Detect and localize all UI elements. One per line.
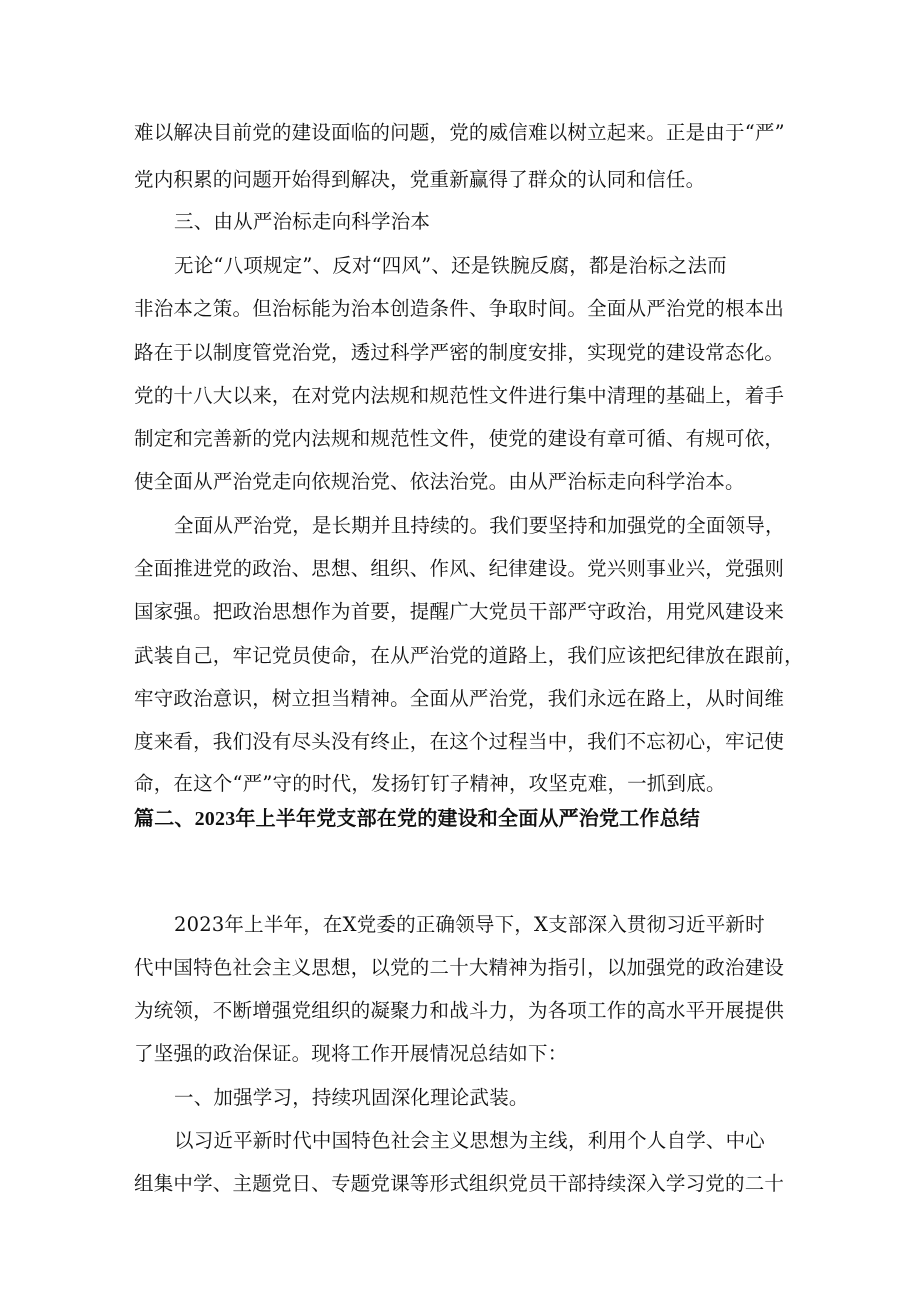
- paragraph-line: 国家强。把政治思想作为首要，提醒广大党员干部严守政治，用党风建设来: [134, 600, 785, 623]
- paragraph-line: 度来看，我们没有尽头没有终止，在这个过程当中，我们不忘初心，牢记使: [134, 730, 785, 753]
- paragraph-line: 党的十八大以来，在对党内法规和规范性文件进行集中清理的基础上，着手: [134, 384, 785, 407]
- paragraph-line: 全面推进党的政治、思想、组织、作风、纪律建设。党兴则事业兴，党强则: [134, 557, 785, 580]
- section-heading: 三、由从严治标走向科学治本: [174, 210, 431, 233]
- paragraph-line: 以习近平新时代中国特色社会主义思想为主线，利用个人自学、中心: [174, 1129, 766, 1152]
- paragraph-line: 代中国特色社会主义思想，以党的二十大精神为指引，以加强党的政治建设: [134, 956, 785, 979]
- paragraph-line: 武装自己，牢记党员使命，在从严治党的道路上，我们应该把纪律放在跟前，: [134, 644, 804, 667]
- paragraph-line: 牢守政治意识，树立担当精神。全面从严治党，我们永远在路上，从时间维: [134, 687, 785, 710]
- paragraph-line: 路在于以制度管党治党，透过科学严密的制度安排，实现党的建设常态化。: [134, 341, 785, 364]
- paragraph-line: 党内积累的问题开始得到解决，党重新赢得了群众的认同和信任。: [134, 168, 706, 191]
- subheading: 一、加强学习，持续巩固深化理论武装。: [174, 1086, 529, 1109]
- paragraph-line: 制定和完善新的党内法规和规范性文件，使党的建设有章可循、有规可依，: [134, 427, 785, 450]
- paragraph-line: 组集中学、主题党日、专题党课等形式组织党员干部持续深入学习党的二十: [134, 1172, 785, 1195]
- paragraph-line: 命，在这个“严”守的时代，发扬钉钉子精神，攻坚克难，一抓到底。: [134, 772, 726, 795]
- article-title: 篇二、2023年上半年党支部在党的建设和全面从严治党工作总结: [134, 808, 700, 830]
- paragraph-line: 非治本之策。但治标能为治本创造条件、争取时间。全面从严治党的根本出: [134, 297, 785, 320]
- paragraph-line: 了坚强的政治保证。现将工作开展情况总结如下：: [134, 1042, 568, 1065]
- paragraph-line: 2023年上半年，在X党委的正确领导下，X支部深入贯彻习近平新时: [174, 913, 765, 936]
- paragraph-line: 为统领，不断增强党组织的凝聚力和战斗力，为各项工作的高水平开展提供: [134, 999, 785, 1022]
- paragraph-line: 全面从严治党，是长期并且持续的。我们要坚持和加强党的全面领导，: [174, 514, 785, 537]
- paragraph-line: 难以解决目前党的建设面临的问题，党的威信难以树立起来。正是由于“严”: [134, 121, 785, 144]
- paragraph-line: 使全面从严治党走向依规治党、依法治党。由从严治标走向科学治本。: [134, 470, 745, 493]
- paragraph-line: 无论“八项规定”、反对“四风”、还是铁腕反腐，都是治标之法而: [174, 254, 727, 277]
